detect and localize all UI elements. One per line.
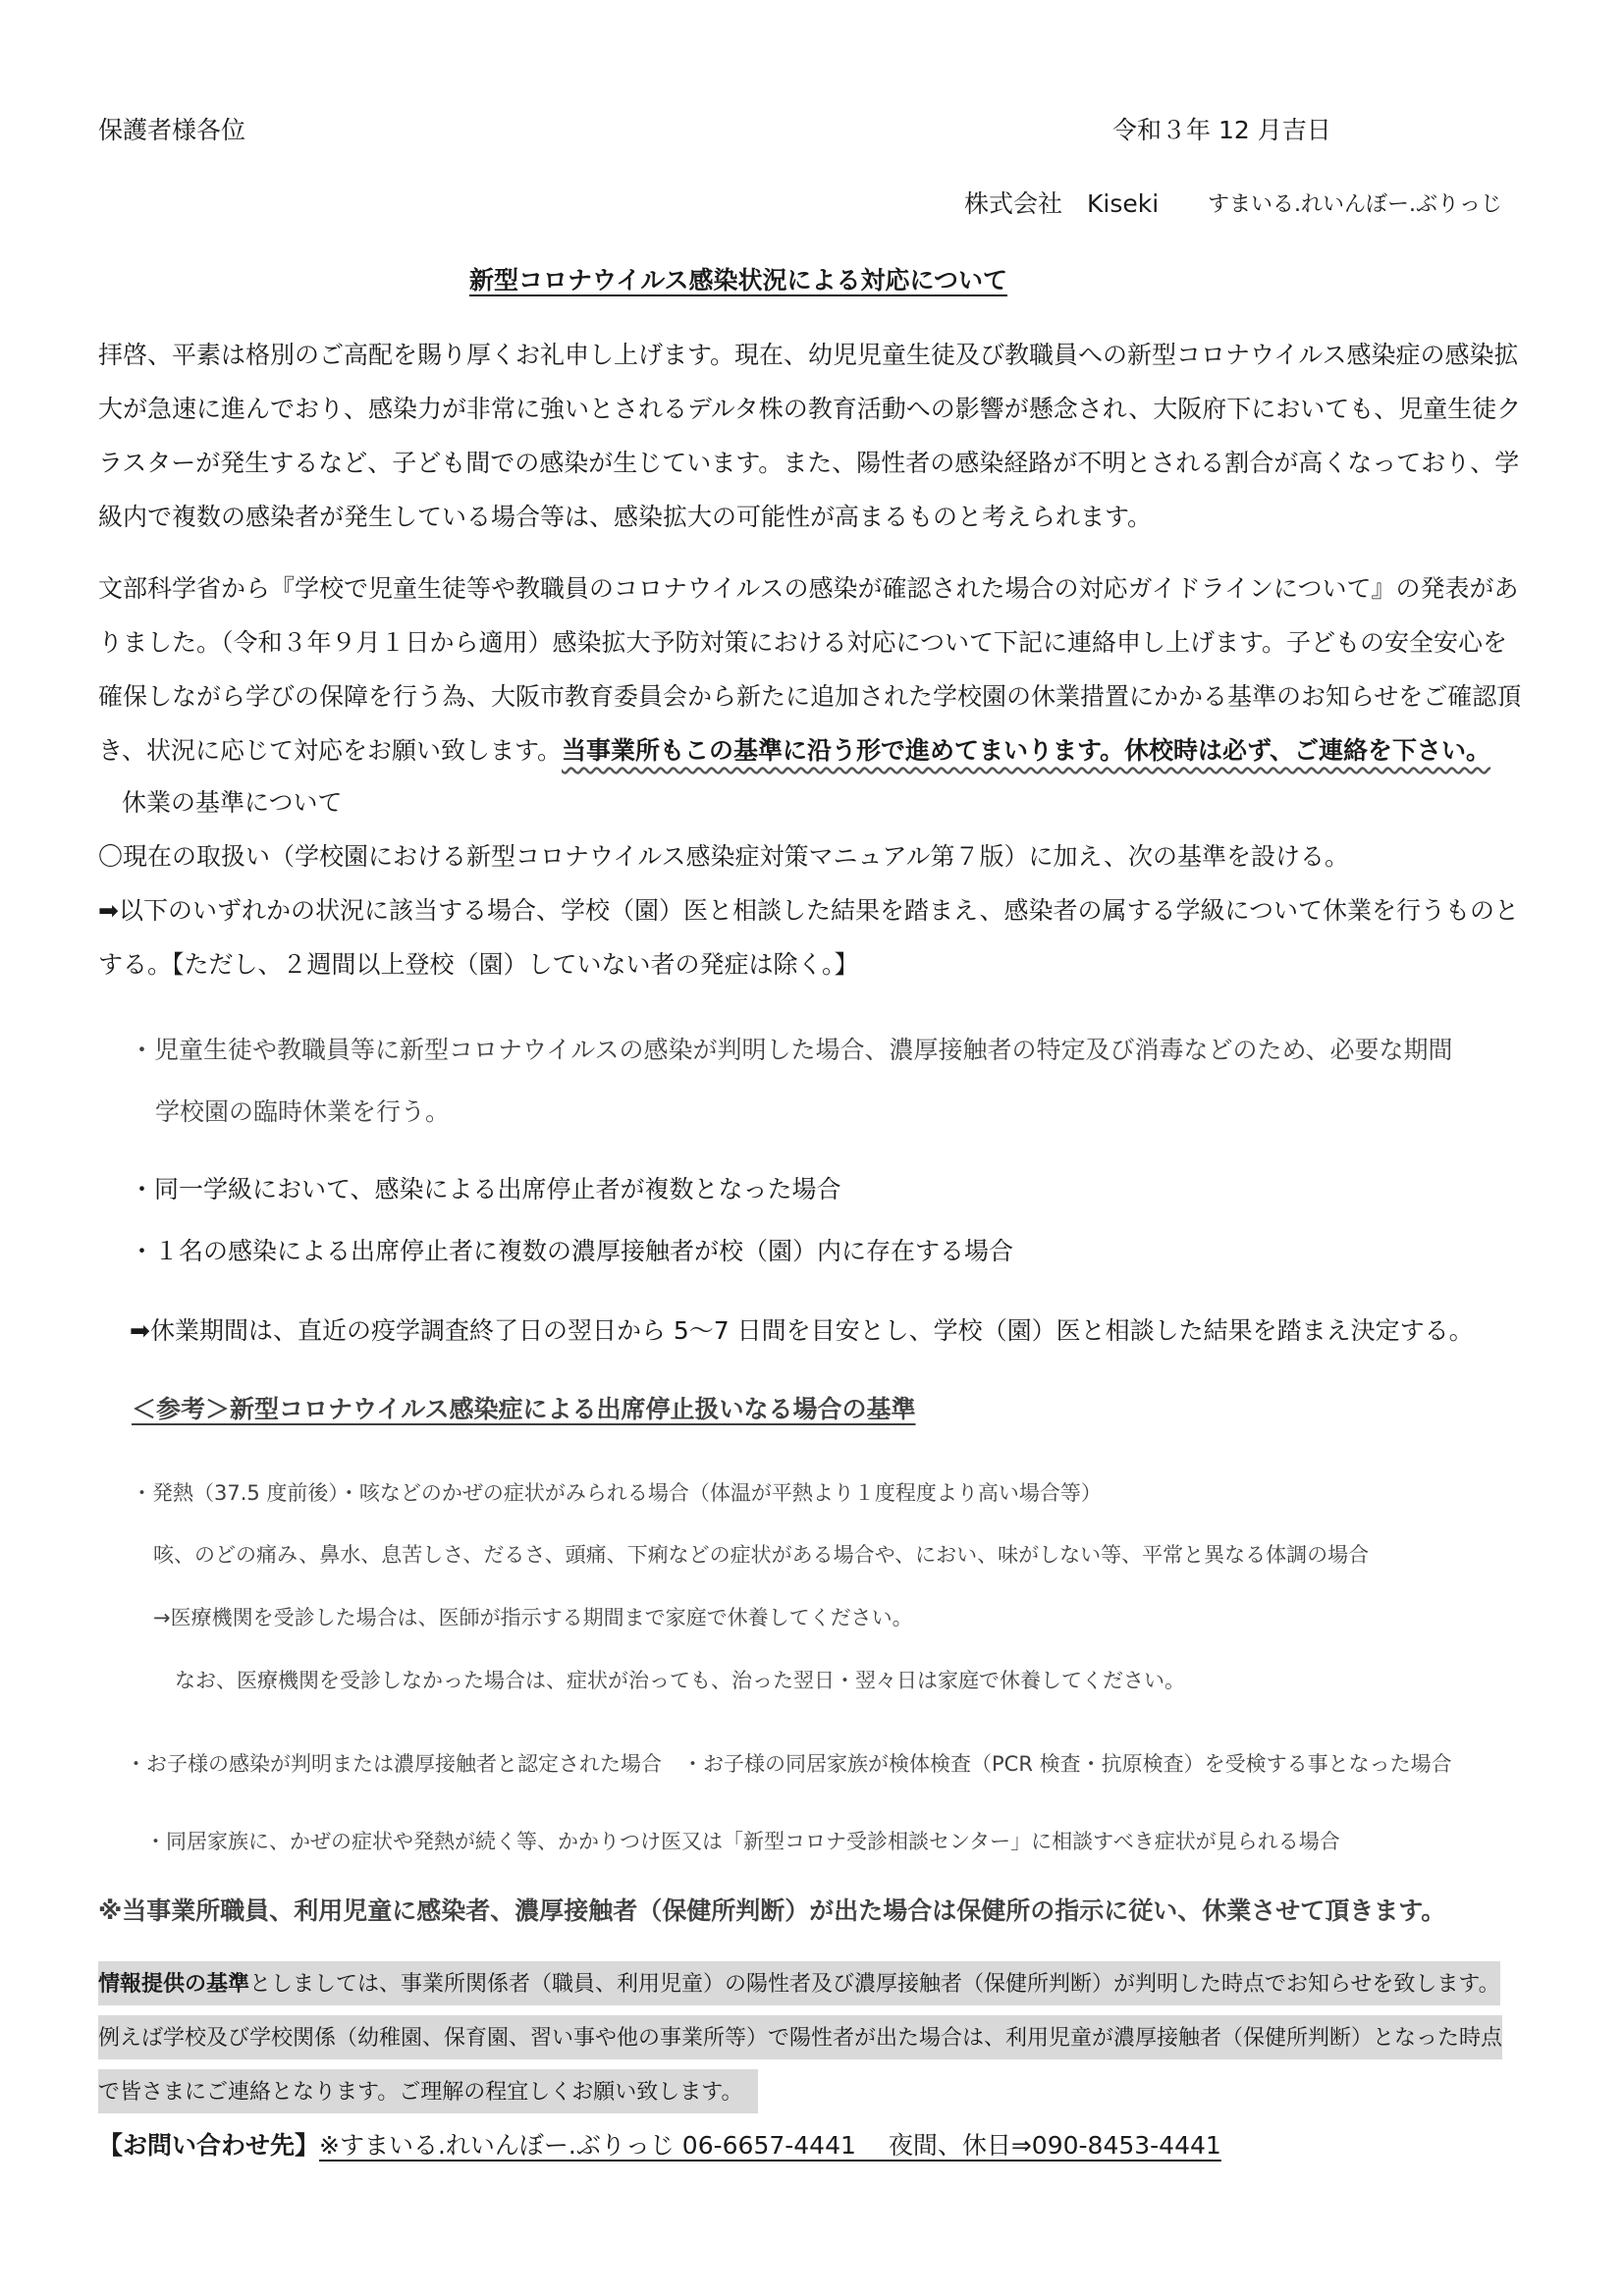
contact-details: ※すまいる.れいんぼー.ぶりっじ 06-6657-4441 夜間、休日⇒090-8453-4441: [319, 2131, 1221, 2160]
guideline-line: りました。（令和３年９月１日から適用）感染拡大予防対策における対応について下記に連絡申し上げます。子どもの安全安心を: [98, 628, 1508, 657]
addressee: 保護者様各位: [98, 116, 246, 144]
closure-rule-line: ➡以下のいずれかの状況に該当する場合、学校（園）医と相談した結果を踏まえ、感染者の属する学級について休業を行うものと: [98, 896, 1519, 925]
closure-notice: ※当事業所職員、利用児童に感染者、濃厚接触者（保健所判断）が出た場合は保健所の指示に従い、休業させて頂きます。: [98, 1896, 1446, 1925]
closure-bullet: ・同一学級において、感染による出席停止者が複数となった場合: [130, 1175, 841, 1203]
document-title: 新型コロナウイルス感染状況による対応について: [469, 266, 1008, 294]
company-name: 株式会社 Kiseki: [964, 189, 1160, 218]
closure-period: ➡休業期間は、直近の疫学調査終了日の翌日から 5〜7 日間を目安とし、学校（園）医と相談した結果を踏まえ決定する。: [130, 1316, 1474, 1345]
closure-heading: 休業の基準について: [122, 788, 343, 817]
reference-infected: ・お子様の感染が判明または濃厚接触者と認定された場合 ・お子様の同居家族が検体検査（PCR 検査・抗原検査）を受検する事となった場合: [126, 1752, 1452, 1776]
issue-date: 令和３年 12 月吉日: [1112, 116, 1331, 144]
guideline-line: 確保しながら学びの保障を行う為、大阪市教育委員会から新たに追加された学校園の休業措置にかかる基準のお知らせをご確認頂: [98, 682, 1522, 711]
guideline-emphasis: 当事業所もこの基準に沿う形で進めてまいります。休校時は必ず、ご連絡を下さい。: [562, 736, 1491, 765]
reference-symptoms: 咳、のどの痛み、鼻水、息苦しさ、だるさ、頭痛、下痢などの症状がある場合や、におい、味がしない等、平常と異なる体調の場合: [153, 1543, 1370, 1567]
info-line: [98, 1961, 1500, 2005]
guideline-line: [98, 731, 1490, 767]
reference-family: ・同居家族に、かぜの症状や発熱が続く等、かかりつけ医又は「新型コロナ受診相談センター」に相談すべき症状が見られる場合: [145, 1830, 1340, 1853]
closure-rule-line: する。【ただし、２週間以上登校（園）していない者の発症は除く。】: [98, 950, 859, 979]
reference-heading: ＜参考＞新型コロナウイルス感染症による出席停止扱いなる場合の基準: [132, 1395, 916, 1423]
closure-bullet-continued: 学校園の臨時休業を行う。: [155, 1097, 451, 1126]
info-label: 情報提供の基準: [98, 1972, 250, 1997]
intro-line: ラスターが発生するなど、子ども間での感染が生じています。また、陽性者の感染経路が不明とされる割合が高くなっており、学: [98, 449, 1520, 477]
info-line: で皆さまにご連絡となります。ご理解の程宜しくお願い致します。: [98, 2069, 758, 2113]
closure-bullet: ・児童生徒や教職員等に新型コロナウイルスの感染が判明した場合、濃厚接触者の特定及び消毒などのため、必要な期間: [130, 1036, 1453, 1064]
info-line: 例えば学校及び学校関係（幼稚園、保育園、習い事や他の事業所等）で陽性者が出た場合は、利用児童が濃厚接触者（保健所判断）となった時点: [98, 2015, 1502, 2059]
intro-line: 級内で複数の感染者が発生している場合等は、感染拡大の可能性が高まるものと考えられます。: [98, 503, 1153, 531]
contact-label: 【お問い合わせ先】: [98, 2131, 320, 2160]
contact-line: [98, 2126, 1221, 2162]
info-line-rest: としましては、事業所関係者（職員、利用児童）の陽性者及び濃厚接触者（保健所判断）が判明した時点でお知らせを致します。: [249, 1972, 1500, 1997]
closure-current-rule: 〇現在の取扱い（学校園における新型コロナウイルス感染症対策マニュアル第７版）に加え、次の基準を設ける。: [98, 842, 1350, 871]
intro-line: 大が急速に進んでおり、感染力が非常に強いとされるデルタ株の教育活動への影響が懸念され、大阪府下においても、児童生徒ク: [98, 395, 1522, 423]
guideline-plain-text: き、状況に応じて対応をお願い致します。: [98, 736, 563, 765]
closure-bullet: ・１名の感染による出席停止者に複数の濃厚接触者が校（園）内に存在する場合: [130, 1237, 1014, 1265]
guideline-line: 文部科学省から『学校で児童生徒等や教職員のコロナウイルスの感染が確認された場合の対応ガイドラインについて』の発表があ: [98, 574, 1519, 603]
facility-name: すまいる.れいんぼー.ぶりっじ: [1208, 192, 1502, 217]
intro-line: 拝啓、平素は格別のご高配を賜り厚くお礼申し上げます。現在、幼児児童生徒及び教職員への新型コロナウイルス感染症の感染拡: [98, 341, 1519, 369]
reference-doctor: →医療機関を受診した場合は、医師が指示する期間まで家庭で休養してください。: [153, 1606, 913, 1629]
reference-no-doctor: なお、医療機関を受診しなかった場合は、症状が治っても、治った翌日・翌々日は家庭で休養してください。: [175, 1669, 1185, 1692]
reference-fever: ・発熱（37.5 度前後）・咳などのかぜの症状がみられる場合（体温が平熱より１度程度より高い場合等）: [132, 1481, 1102, 1505]
